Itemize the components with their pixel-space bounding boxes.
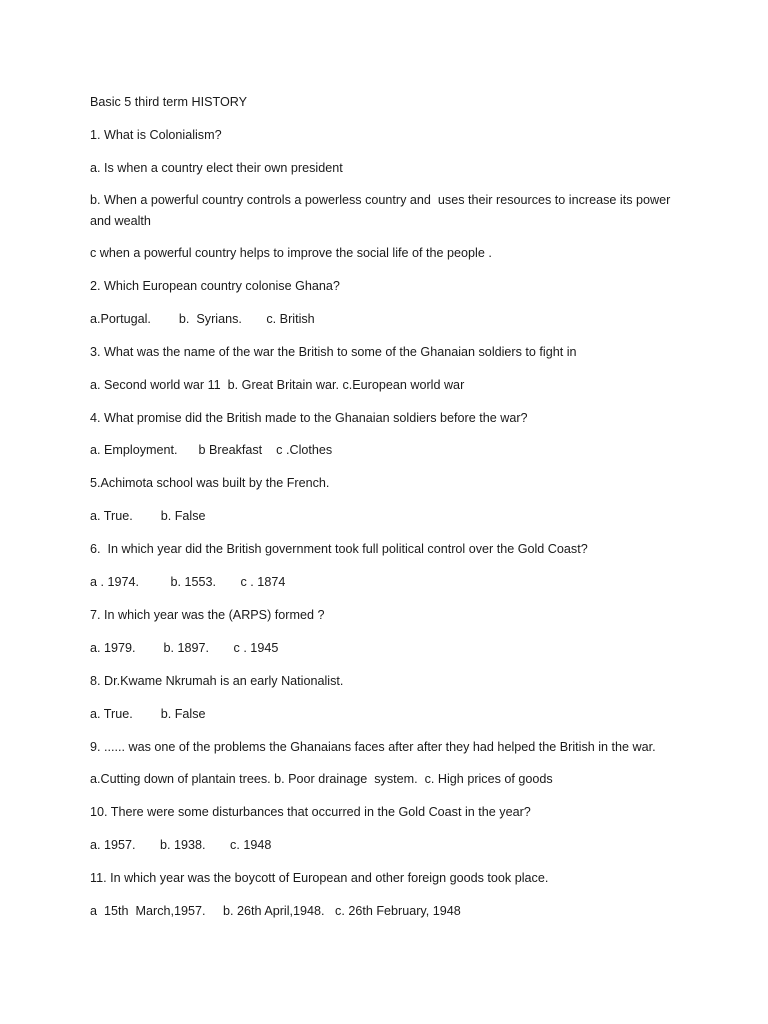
document-title: Basic 5 third term HISTORY [90,95,248,109]
answer-1c: c when a powerful country helps to improve the social life of the people . [90,246,492,260]
question-8: 8. Dr.Kwame Nkrumah is an early Nationalist. [90,674,344,688]
answers-6: a . 1974. b. 1553. c . 1874 [90,575,286,589]
question-2: 2. Which European country colonise Ghana? [90,279,340,293]
question-11: 11. In which year was the boycott of European and other foreign goods took place. [90,871,549,885]
question-3: 3. What was the name of the war the British to some of the Ghanaian soldiers to fight in [90,345,577,359]
answers-8: a. True. b. False [90,707,206,721]
question-10: 10. There were some disturbances that occurred in the Gold Coast in the year? [90,805,531,819]
answers-4: a. Employment. b Breakfast c .Clothes [90,443,333,457]
answers-10: a. 1957. b. 1938. c. 1948 [90,838,272,852]
answers-11: a 15th March,1957. b. 26th April,1948. c. 26th February, 1948 [90,904,461,918]
question-1: 1. What is Colonialism? [90,128,222,142]
answer-1a: a. Is when a country elect their own president [90,161,343,175]
answers-9: a.Cutting down of plantain trees. b. Poor drainage system. c. High prices of goods [90,772,553,786]
answers-3: a. Second world war 11 b. Great Britain war. c.European world war [90,378,465,392]
answers-2: a.Portugal. b. Syrians. c. British [90,312,315,326]
question-4: 4. What promise did the British made to the Ghanaian soldiers before the war? [90,411,528,425]
question-6: 6. In which year did the British government took full political control over the Gold Coast? [90,542,588,556]
question-5: 5.Achimota school was built by the French. [90,476,330,490]
question-7: 7. In which year was the (ARPS) formed ? [90,608,325,622]
answers-5: a. True. b. False [90,509,206,523]
answers-7: a. 1979. b. 1897. c . 1945 [90,641,279,655]
question-9: 9. ...... was one of the problems the Ghanaians faces after after they had helped the British in the war. [90,740,656,754]
answer-1b: b. When a powerful country controls a powerless country and uses their resources to increase its power and wealth [90,193,674,228]
